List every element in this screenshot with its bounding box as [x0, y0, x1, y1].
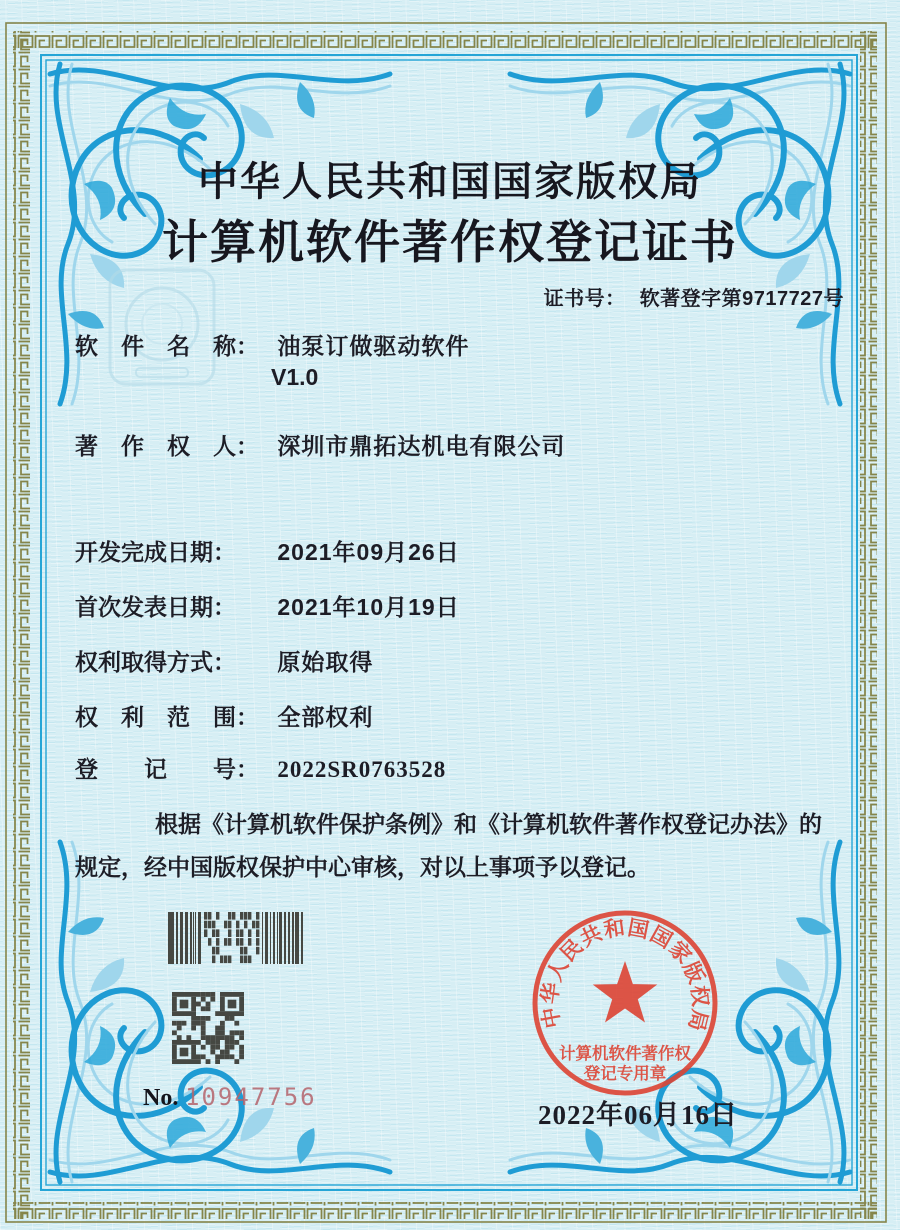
official-seal	[525, 903, 725, 1103]
issue-date: 2022年06月16日	[538, 1100, 738, 1130]
certificate-title: 计算机软件著作权登记证书	[162, 217, 738, 268]
field-registration-number	[75, 751, 446, 784]
statement-line-2: 规定，经中国版权保护中心审核，对以上事项予以登记。	[75, 854, 650, 880]
serial-prefix: No.	[143, 1085, 179, 1111]
field-software-version: V1.0	[271, 364, 319, 390]
serial-number-line	[143, 1083, 317, 1112]
seal-text-line1: 计算机软件著作权	[559, 1045, 691, 1063]
field-value: 油泵订做驱动软件	[277, 333, 470, 359]
field-value: 深圳市鼎拓达机电有限公司	[277, 433, 566, 459]
field-label: 权 利 范 围：	[75, 704, 259, 730]
serial-number: 10947756	[185, 1083, 317, 1111]
certificate-number-label: 证书号：	[543, 288, 626, 310]
field-label: 著 作 权 人：	[75, 433, 259, 459]
field-label: 权利取得方式：	[75, 649, 236, 675]
barcode	[168, 912, 303, 964]
registration-statement	[75, 803, 845, 889]
field-value: 全部权利	[277, 704, 374, 730]
field-value: 2021年10月19日	[277, 594, 460, 620]
field-label: 开发完成日期：	[75, 539, 236, 565]
field-value: 原始取得	[277, 649, 374, 675]
field-rights-acquisition	[75, 644, 373, 677]
seal-ring-text: 中华人民共和国国家版权局	[538, 916, 712, 1035]
field-software-name	[75, 328, 469, 361]
seal-star-icon	[593, 961, 658, 1023]
qr-code	[172, 992, 244, 1064]
field-value: 2021年09月26日	[277, 539, 460, 565]
field-label: 首次发表日期：	[75, 594, 236, 620]
issuer-title: 中华人民共和国国家版权局	[198, 159, 702, 204]
field-dev-complete-date	[75, 534, 460, 567]
field-label: 登 记 号：	[75, 756, 259, 782]
seal-text-line2: 登记专用章	[583, 1065, 667, 1083]
field-copyright-owner	[75, 428, 565, 461]
certificate-number-value: 软著登字第9717727号	[639, 288, 844, 310]
field-label: 软 件 名 称：	[75, 333, 259, 359]
certificate-number-line	[544, 282, 844, 311]
field-first-publish-date	[75, 589, 460, 622]
field-value: 2022SR0763528	[277, 757, 447, 782]
statement-line-1: 根据《计算机软件保护条例》和《计算机软件著作权登记办法》的	[155, 811, 822, 837]
field-rights-scope	[75, 699, 373, 732]
